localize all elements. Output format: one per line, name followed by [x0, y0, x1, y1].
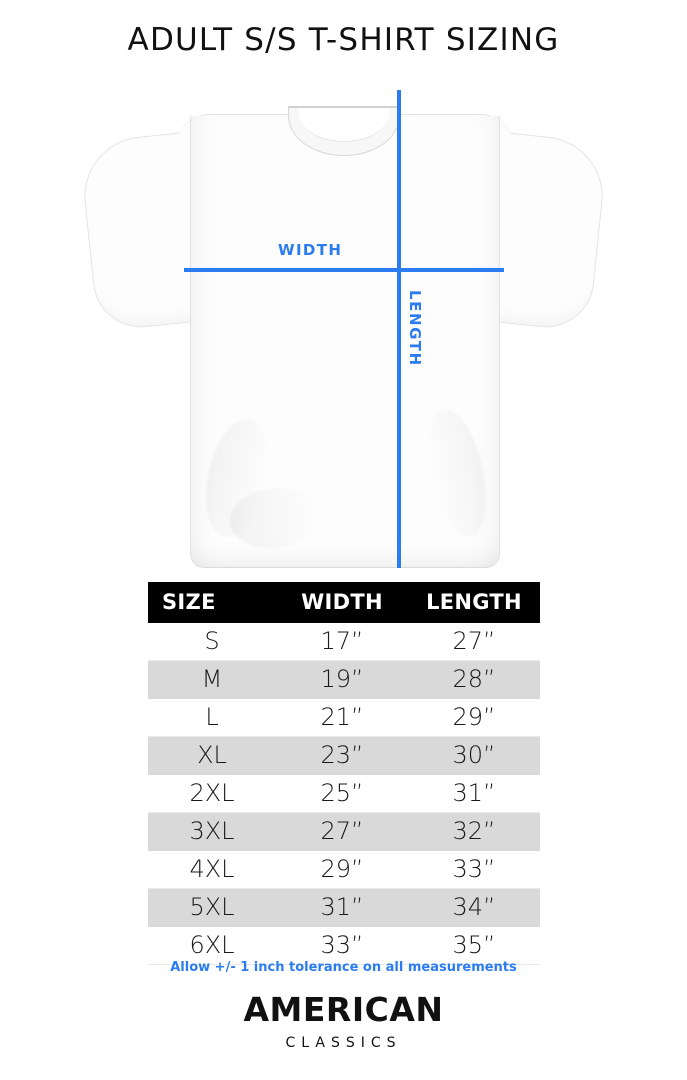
table-row [148, 927, 540, 965]
brand-tagline: CLASSICS [285, 1035, 402, 1051]
table-row [148, 775, 540, 813]
cell-width: 29” [276, 851, 408, 889]
length-label: LENGTH [406, 290, 424, 367]
width-guide-line [184, 268, 504, 272]
tolerance-note: Allow +/- 1 inch tolerance on all measurements [170, 960, 517, 975]
cell-length: 31” [408, 775, 540, 813]
cell-size: S [148, 623, 276, 661]
cell-size: XL [148, 737, 276, 775]
table-row [148, 699, 540, 737]
cell-length: 29” [408, 699, 540, 737]
table-row [148, 737, 540, 775]
cell-size: 5XL [148, 889, 276, 927]
cell-width: 17” [276, 623, 408, 661]
cell-length: 32” [408, 813, 540, 851]
cell-length: 34” [408, 889, 540, 927]
cell-length: 33” [408, 851, 540, 889]
brand-name: AMERICAN [243, 990, 444, 1029]
cell-width: 27” [276, 813, 408, 851]
sizing-table-wrapper [148, 582, 540, 965]
cell-width: 31” [276, 889, 408, 927]
table-row [148, 889, 540, 927]
cell-size: M [148, 661, 276, 699]
cell-length: 28” [408, 661, 540, 699]
table-row [148, 623, 540, 661]
cell-length: 35” [408, 927, 540, 965]
cell-size: 2XL [148, 775, 276, 813]
page-title: ADULT S/S T-SHIRT SIZING [127, 22, 560, 58]
table-header-length: LENGTH [408, 582, 540, 623]
cell-length: 30” [408, 737, 540, 775]
table-row [148, 851, 540, 889]
cell-width: 33” [276, 927, 408, 965]
table-header-width: WIDTH [276, 582, 408, 623]
brand-logo [0, 990, 687, 1051]
cell-width: 21” [276, 699, 408, 737]
tshirt-icon [80, 88, 607, 568]
table-row [148, 813, 540, 851]
tshirt-diagram [60, 78, 627, 568]
table-header-row [148, 582, 540, 623]
cell-size: 4XL [148, 851, 276, 889]
cell-width: 23” [276, 737, 408, 775]
cell-width: 25” [276, 775, 408, 813]
table-row [148, 661, 540, 699]
cell-size: 6XL [148, 927, 276, 965]
cell-size: 3XL [148, 813, 276, 851]
width-label: WIDTH [278, 241, 343, 259]
length-guide-line [397, 90, 401, 568]
cell-width: 19” [276, 661, 408, 699]
sizing-table [148, 582, 540, 965]
table-header-size: SIZE [148, 582, 276, 623]
cell-length: 27” [408, 623, 540, 661]
cell-size: L [148, 699, 276, 737]
